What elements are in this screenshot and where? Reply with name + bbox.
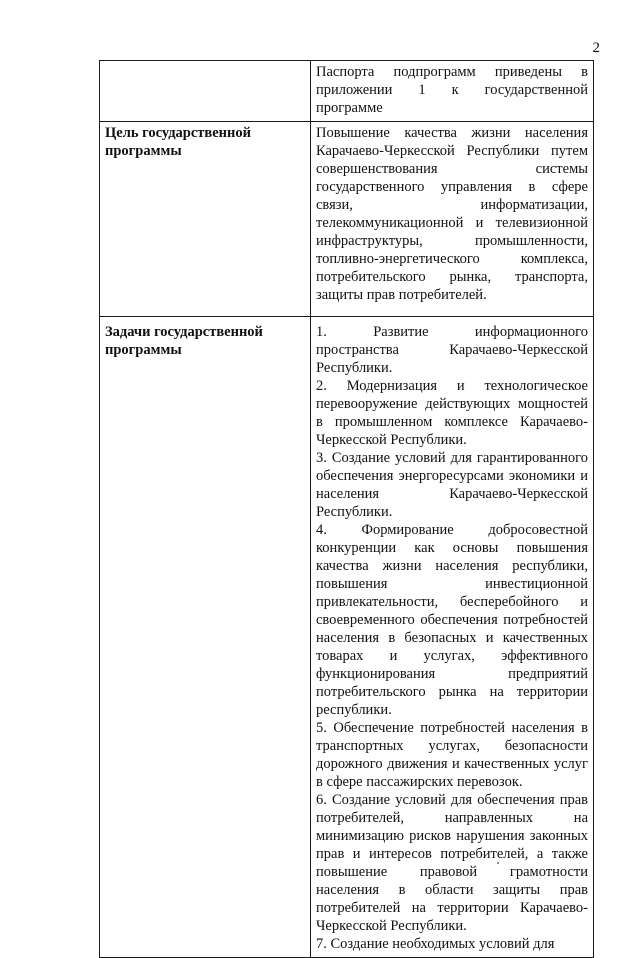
row-label: Цель государственной программы	[100, 122, 311, 317]
table-row	[100, 61, 594, 122]
program-passport-table	[99, 60, 594, 958]
tasks-list	[311, 317, 594, 958]
row-value: Повышение качества жизни населения Карачаево-Черкесской Республики путем совершенствования системы государственного управления в сфере связи, информатизации, телекоммуникационной и телевизионной инфраструктуры, промышленности, топливно-энергетического комплекса, потребительского рынка, транспорта, защиты прав потребителей.	[311, 122, 594, 317]
list-item: 3. Создание условий для гарантированного обеспечения энергоресурсами экономики и населения Карачаево-Черкесской Республики.	[316, 450, 588, 520]
list-item: 4. Формирование добросовестной конкуренции как основы повышения качества жизни населения республики, повышения инвестиционной привлекательности, бесперебойного и своевременного обеспечения потребностей населения в безопасных и качественных товарах и услугах, эффективного функционирования предприятий потребительского рынка на территории республики.	[316, 522, 588, 718]
list-item: 1. Развитие информационного пространства Карачаево-Черкесской Республики.	[316, 324, 588, 376]
table-row	[100, 317, 594, 958]
list-item: 5. Обеспечение потребностей населения в транспортных услугах, безопасности дорожного движения и качественных услуг в сфере пассажирских перевозок.	[316, 720, 588, 790]
page-number: 2	[592, 40, 600, 56]
scan-speck	[497, 862, 499, 864]
list-item: 6. Создание условий для обеспечения прав потребителей, направленных на минимизацию рисков нарушения законных прав и интересов потребителей, а также повышение правовой грамотности населения в области защиты прав потребителей на территории Карачаево-Черкесской Республики.	[316, 792, 588, 934]
row-label: Задачи государственной программы	[100, 317, 311, 958]
list-item: 2. Модернизация и технологическое перевооружение действующих мощностей в промышленном комплексе Карачаево-Черкесской Республики.	[316, 378, 588, 448]
row-value: Паспорта подпрограмм приведены в приложении 1 к государственной программе	[311, 61, 594, 122]
table-row	[100, 122, 594, 317]
row-label	[100, 61, 311, 122]
list-item: 7. Создание необходимых условий для	[316, 936, 555, 952]
